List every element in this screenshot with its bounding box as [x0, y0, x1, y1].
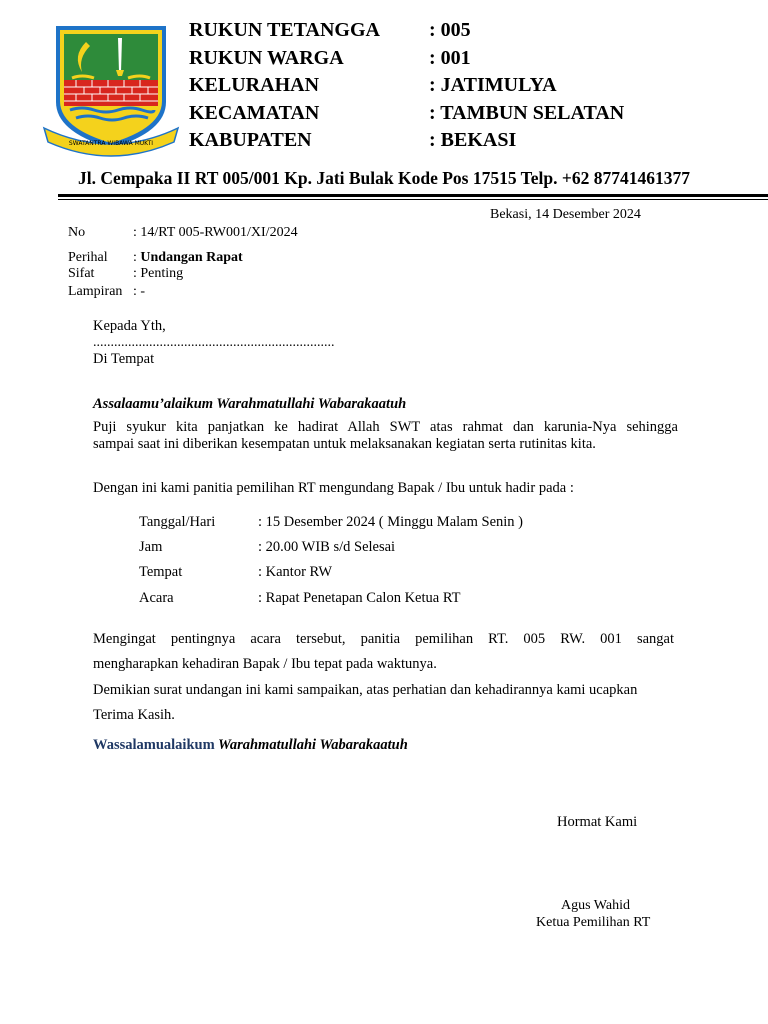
- detail-value-time: : 20.00 WIB s/d Selesai: [258, 539, 396, 555]
- meta-label-sifat: Sifat: [68, 266, 95, 281]
- header-label-rw: RUKUN WARGA: [189, 46, 344, 69]
- paragraph-2: Dengan ini kami panitia pemilihan RT mengundang Bapak / Ibu untuk hadir pada :: [93, 480, 574, 496]
- header-value-rt: : 005: [429, 19, 471, 41]
- signer-title: Ketua Pemilihan RT: [536, 915, 651, 930]
- svg-text:SWATANTRA WIBAWA MUKTI: SWATANTRA WIBAWA MUKTI: [68, 140, 154, 147]
- letterhead-rule-thin: [58, 199, 768, 200]
- header-value-kecamatan: : TAMBUN SELATAN: [429, 101, 625, 124]
- paragraph-3-line-1: Mengingat pentingnya acara tersebut, panitia pemilihan RT. 005 RW. 001 sangat: [93, 631, 674, 647]
- signer-name: Agus Wahid: [561, 898, 631, 913]
- recipient-place: Di Tempat: [93, 351, 155, 367]
- header-value-kabupaten: : BEKASI: [429, 129, 517, 151]
- paragraph-4-line-1: Demikian surat undangan ini kami sampaikan, atas perhatian dan kehadirannya kami ucapkan: [93, 682, 638, 698]
- paragraph-4-line-2: Terima Kasih.: [93, 707, 175, 723]
- meta-label-no: No: [68, 225, 86, 240]
- meta-value-lampiran: : -: [133, 284, 146, 299]
- meta-label-lampiran: Lampiran: [68, 284, 123, 299]
- header-label-rt: RUKUN TETANGGA: [189, 19, 380, 41]
- header-label-kecamatan: KECAMATAN: [189, 101, 320, 124]
- letterhead-address: Jl. Cempaka II RT 005/001 Kp. Jati Bulak Kode Pos 17515 Telp. +62 87741461377: [78, 168, 690, 188]
- header-value-kelurahan: : JATIMULYA: [429, 74, 557, 96]
- detail-value-agenda: : Rapat Penetapan Calon Ketua RT: [258, 590, 461, 606]
- meta-value-sifat: : Penting: [133, 266, 184, 281]
- meta-label-perihal: Perihal: [68, 250, 108, 265]
- bekasi-emblem-logo: [42, 20, 180, 160]
- recipient-dots: .....................................................................: [93, 335, 335, 350]
- header-label-kabupaten: KABUPATEN: [189, 129, 312, 151]
- detail-label-agenda: Acara: [139, 590, 174, 606]
- closing-greeting: Wassalamualaikum Warahmatullahi Wabarakaatuh: [93, 737, 408, 753]
- meta-value-no: : 14/RT 005-RW001/XI/2024: [133, 225, 298, 240]
- recipient-to: Kepada Yth,: [93, 318, 166, 334]
- place-date: Bekasi, 14 Desember 2024: [490, 207, 641, 222]
- paragraph-1-line-2: sampai saat ini diberikan kesempatan untuk melaksanakan kegiatan serta rutinitas kita.: [93, 436, 596, 452]
- detail-label-place: Tempat: [139, 564, 183, 580]
- meta-value-perihal: : Undangan Rapat: [133, 250, 243, 265]
- opening-greeting: Assalaamu’alaikum Warahmatullahi Wabarakaatuh: [93, 396, 407, 412]
- detail-label-date: Tanggal/Hari: [139, 514, 216, 530]
- detail-value-date: : 15 Desember 2024 ( Minggu Malam Senin ): [258, 514, 523, 530]
- paragraph-1-line-1: Puji syukur kita panjatkan ke hadirat Allah SWT atas rahmat dan karunia-Nya sehingga: [93, 419, 678, 435]
- detail-value-place: : Kantor RW: [258, 564, 333, 580]
- header-value-rw: : 001: [429, 46, 471, 69]
- paragraph-3-line-2: mengharapkan kehadiran Bapak / Ibu tepat pada waktunya.: [93, 656, 437, 672]
- signoff: Hormat Kami: [557, 814, 638, 830]
- detail-label-time: Jam: [139, 539, 163, 555]
- letterhead-rule-thick: [58, 194, 768, 197]
- header-label-kelurahan: KELURAHAN: [189, 74, 320, 96]
